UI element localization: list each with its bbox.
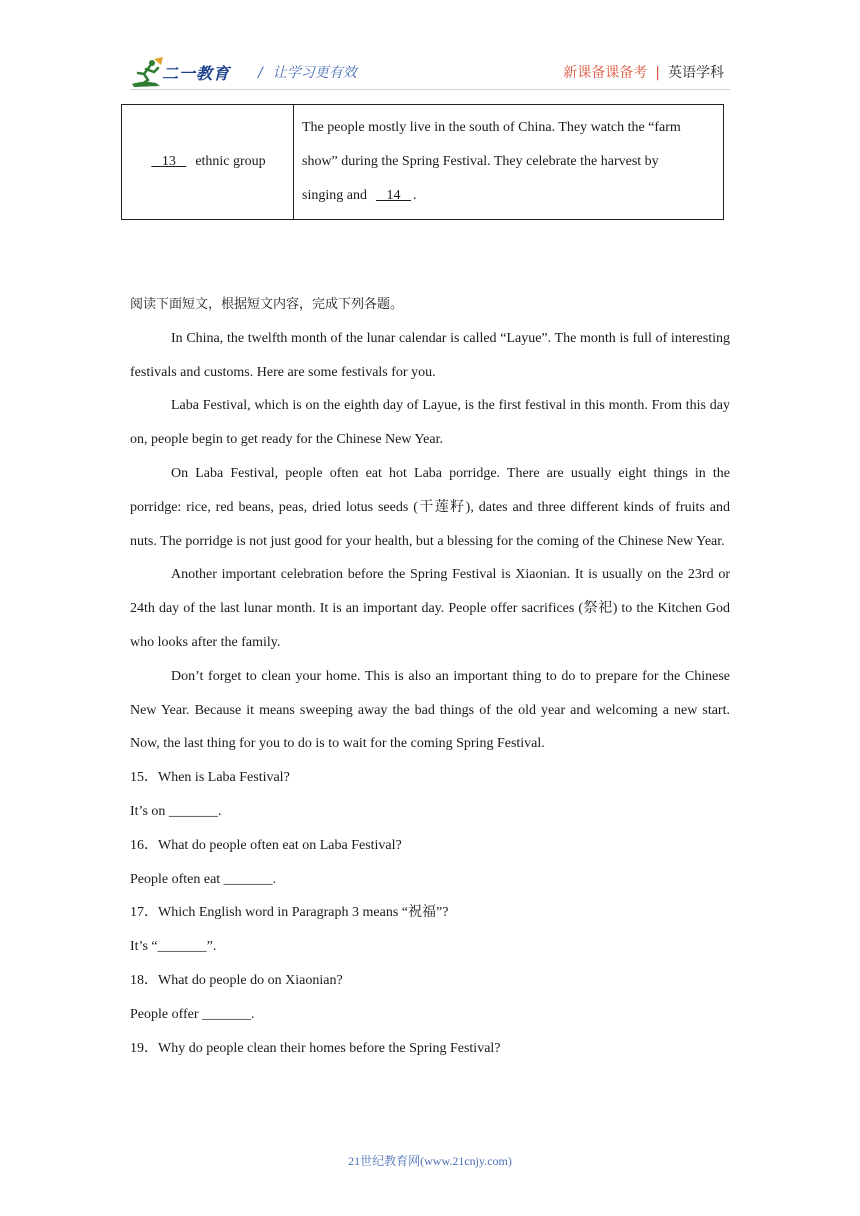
- header-divider: [130, 89, 730, 90]
- question-16: 16．What do people often eat on Laba Festival?: [130, 837, 402, 853]
- ethnic-group-table: [121, 104, 724, 220]
- table-cell-description: The people mostly live in the south of China. They watch the “farm show” during the Spring Festival. They celebrate the harvest by singing and 14 .: [294, 105, 724, 220]
- question-19: 19．Why do people clean their homes before the Spring Festival?: [130, 1040, 501, 1056]
- paragraph: In China, the twelfth month of the lunar calendar is called “Layue”. The month is full of interesting festivals and customs. Here are some festivals for you.: [130, 330, 730, 380]
- blank-13: 13: [161, 154, 176, 169]
- blank-14: 14: [386, 188, 401, 203]
- answer-15: It’s on _______.: [130, 803, 222, 819]
- question-17: 17．Which English word in Paragraph 3 means “祝福”?: [130, 905, 449, 921]
- subject-label: 新课备课备考 | 英语学科: [563, 65, 724, 81]
- table-cell-group: 13 ethnic group: [122, 105, 294, 220]
- instruction: 阅读下面短文，根据短文内容，完成下列各题。: [130, 297, 404, 312]
- paragraph: Another important celebration before the Spring Festival is Xiaonian. It is usually on the 23rd or 24th day of the last lunar month. It is an important day. People offer sacrifices (祭祀) to the Kitchen God who looks after the family.: [130, 567, 730, 650]
- slogan: / 让学习更有效: [258, 65, 357, 81]
- footer: 21世纪教育网(www.21cnjy.com): [348, 1154, 512, 1168]
- answer-18: People offer _______.: [130, 1006, 255, 1022]
- answer-16: People often eat _______.: [130, 871, 277, 887]
- table-row: [122, 105, 724, 220]
- question-15: 15．When is Laba Festival?: [130, 770, 290, 786]
- paragraph: On Laba Festival, people often eat hot Laba porridge. There are usually eight things in the porridge: rice, red beans, peas, dried lotus seeds (干莲籽), dates and three different kinds of fruits and nuts. The porridge is not just good for your health, but a blessing for the coming of the Chinese New Year.: [130, 465, 730, 549]
- logo: [130, 56, 240, 90]
- logo-text: 二一教育: [162, 64, 231, 83]
- reading-section: [130, 288, 730, 1065]
- page-header: [130, 56, 730, 90]
- answer-17: It’s “_______”.: [130, 939, 217, 955]
- paragraph: Laba Festival, which is on the eighth day of Layue, is the first festival in this month. From this day on, people begin to get ready for the Chinese New Year.: [130, 398, 730, 448]
- slogan-text: 让学习更有效: [272, 65, 357, 81]
- paragraph: Don’t forget to clean your home. This is also an important thing to do to prepare for the Chinese New Year. Because it means sweeping away the bad things of the old year and welcoming a new start. Now, the last thing for you to do is to wait for the coming Spring Festival.: [130, 668, 730, 752]
- question-18: 18．What do people do on Xiaonian?: [130, 972, 343, 988]
